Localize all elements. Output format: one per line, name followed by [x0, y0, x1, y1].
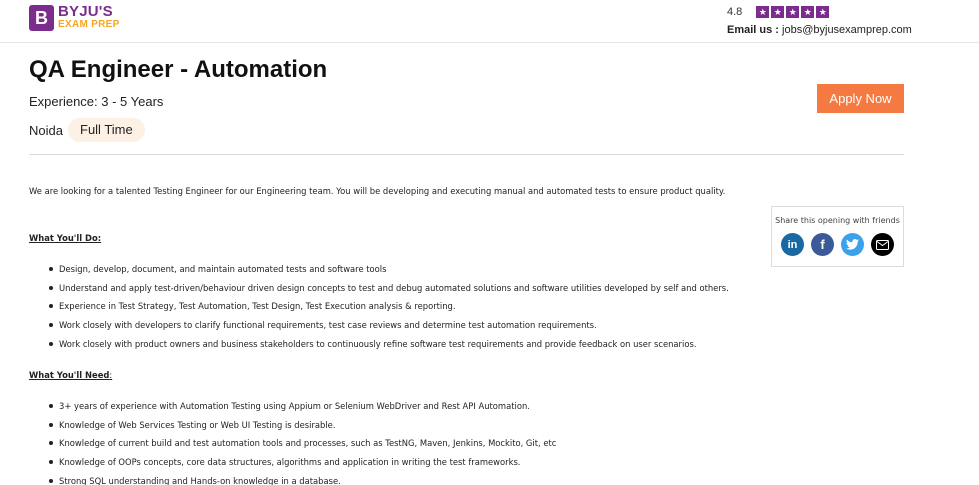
what-youll-do-list — [49, 263, 729, 356]
rating — [727, 6, 829, 18]
share-box — [771, 206, 904, 267]
email-link[interactable]: jobs@byjusexamprep.com — [782, 24, 912, 36]
list-item: 3+ years of experience with Automation Testing using Appium or Selenium WebDriver and Rest API Automation. — [49, 400, 556, 419]
rating-stars — [756, 6, 829, 18]
star-icon: ★ — [756, 6, 769, 18]
share-label: Share this opening with friends — [775, 216, 900, 225]
rating-value: 4.8 — [727, 6, 743, 18]
job-intro: We are looking for a talented Testing Engineer for our Engineering team. You will be developing and executing manual and automated tests to ensure product quality. — [29, 186, 726, 196]
list-item: Understand and apply test-driven/behaviour driven design concepts to test and debug automated solutions and software utilities developed by self and others. — [49, 282, 729, 301]
list-item: Knowledge of Web Services Testing or Web UI Testing is desirable. — [49, 419, 556, 438]
job-title: QA Engineer - Automation — [29, 56, 328, 83]
what-youll-do-heading — [29, 233, 101, 243]
facebook-icon[interactable]: f — [811, 233, 834, 256]
logo-subbrand-text: EXAM PREP — [58, 19, 120, 30]
job-location: Noida — [29, 123, 63, 138]
list-item: Experience in Test Strategy, Test Automation, Test Design, Test Execution analysis & reporting. — [49, 300, 729, 319]
byjus-exam-prep-logo[interactable] — [29, 5, 120, 31]
apply-now-button[interactable]: Apply Now — [817, 84, 904, 113]
what-youll-do-title: What You'll Do: — [29, 233, 102, 243]
what-youll-need-title: What You'll Need — [29, 370, 110, 380]
what-youll-need-heading — [29, 370, 112, 380]
logo-text — [58, 3, 120, 30]
logo-mark: B — [29, 5, 54, 31]
star-icon: ★ — [816, 6, 829, 18]
star-icon: ★ — [771, 6, 784, 18]
list-item: Work closely with developers to clarify functional requirements, test case reviews and determine test automation requirements. — [49, 319, 729, 338]
divider — [29, 154, 904, 155]
what-youll-need-list — [49, 400, 556, 485]
site-header — [0, 0, 979, 43]
linkedin-icon[interactable]: in — [781, 233, 804, 256]
job-type-badge: Full Time — [68, 118, 145, 142]
share-icons — [781, 233, 894, 256]
mail-icon[interactable] — [871, 233, 894, 256]
list-item: Strong SQL understanding and Hands-on knowledge in a database. — [49, 475, 556, 485]
list-item: Work closely with product owners and business stakeholders to continuously refine software test requirements and provide feedback on user scenarios. — [49, 338, 729, 357]
what-youll-need-colon: : — [109, 370, 113, 380]
twitter-icon[interactable] — [841, 233, 864, 256]
job-experience: Experience: 3 - 5 Years — [29, 94, 164, 109]
list-item: Knowledge of OOPs concepts, core data structures, algorithms and application in writing the test frameworks. — [49, 456, 556, 475]
list-item: Design, develop, document, and maintain automated tests and software tools — [49, 263, 729, 282]
email-label: Email us : — [727, 24, 779, 36]
star-icon: ★ — [786, 6, 799, 18]
list-item: Knowledge of current build and test automation tools and processes, such as TestNG, Maven, Jenkins, Mockito, Git, etc — [49, 437, 556, 456]
logo-brand-text: BYJU'S — [58, 3, 113, 20]
contact-email — [727, 24, 912, 36]
star-icon: ★ — [801, 6, 814, 18]
